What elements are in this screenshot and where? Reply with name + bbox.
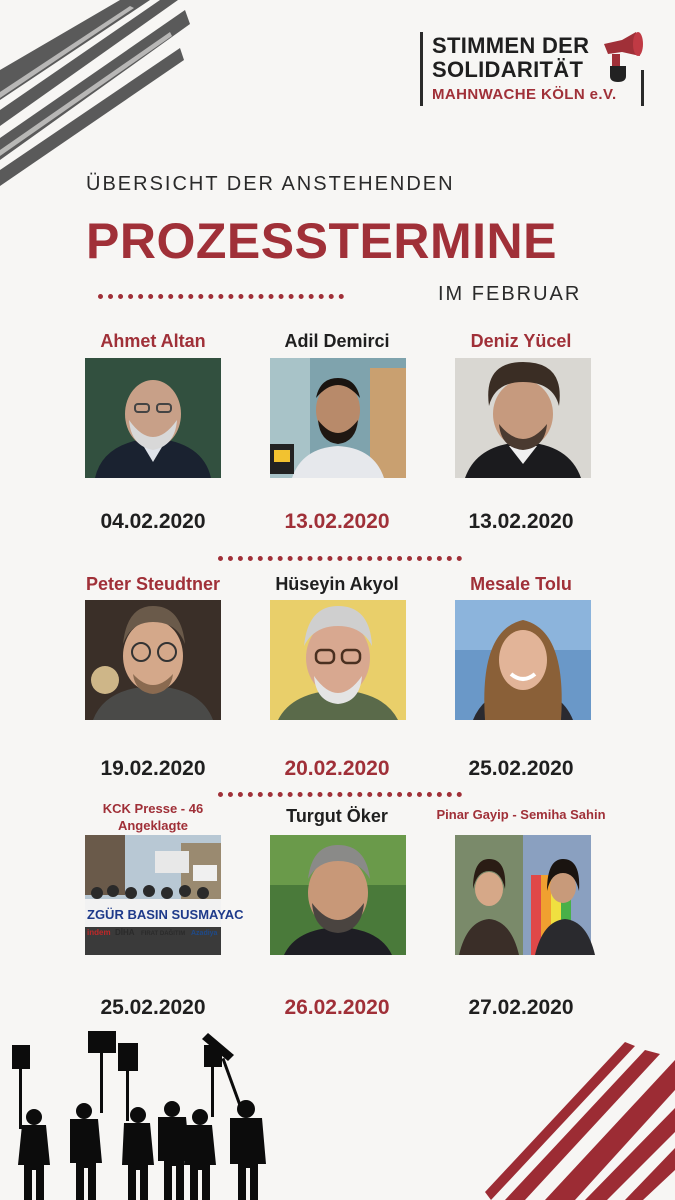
portrait-photo <box>270 358 406 478</box>
trial-name: Pinar Gayip - Semiha Sahin <box>436 807 606 822</box>
page-title: PROZESSTERMINE <box>86 213 557 269</box>
logo-line-2: SOLIDARITÄT <box>432 57 584 82</box>
brush-stroke-decoration <box>485 1020 675 1200</box>
banner-logo: Azadiya <box>191 930 218 937</box>
header-month: IM FEBRUAR <box>438 283 582 305</box>
protest-crowd-silhouette <box>0 1025 290 1200</box>
portrait-photo <box>85 358 221 478</box>
trial-name: Ahmet Altan <box>100 331 206 351</box>
trial-name: Peter Steudtner <box>85 574 221 594</box>
trial-date: 27.02.2020 <box>468 996 574 1019</box>
megaphone-fist-icon <box>600 32 646 84</box>
organization-logo <box>420 30 650 112</box>
trial-name: Turgut Öker <box>286 806 388 826</box>
trial-date: 13.02.2020 <box>284 510 390 533</box>
portrait-photo <box>270 835 406 955</box>
dotted-divider <box>218 556 462 561</box>
logo-line-3: MAHNWACHE KÖLN e.V. <box>432 86 617 103</box>
banner-text: ZGÜR BASIN SUSMAYAC <box>87 907 244 922</box>
trial-name: Adil Demirci <box>284 331 390 351</box>
portrait-photo <box>455 358 591 478</box>
portrait-photo <box>270 600 406 720</box>
banner-logo: FIRAT DAĞITIM <box>141 931 186 937</box>
dotted-divider <box>98 294 344 299</box>
protest-photo <box>85 835 244 955</box>
portrait-photo <box>455 600 591 720</box>
logo-bar <box>641 70 644 106</box>
trial-date: 19.02.2020 <box>100 757 206 780</box>
trial-date: 20.02.2020 <box>284 757 390 780</box>
portrait-photo <box>85 600 221 720</box>
brush-stroke-decoration <box>0 0 200 190</box>
banner-logo: DİHA <box>115 928 135 937</box>
trial-date: 26.02.2020 <box>284 996 390 1019</box>
banner-logo: indem <box>87 928 111 937</box>
trial-name: KCK Presse - 46 Angeklagte <box>102 801 204 833</box>
trial-name: Mesale Tolu <box>470 574 572 594</box>
trial-date: 04.02.2020 <box>100 510 206 533</box>
dotted-divider <box>218 792 462 797</box>
trial-date: 25.02.2020 <box>100 996 206 1019</box>
trial-date: 13.02.2020 <box>468 510 574 533</box>
trial-name: Deniz Yücel <box>470 331 572 351</box>
logo-line-1: STIMMEN DER <box>432 33 590 58</box>
portrait-photo <box>455 835 591 955</box>
logo-bar <box>420 32 423 106</box>
trial-date: 25.02.2020 <box>468 757 574 780</box>
header-subtitle: ÜBERSICHT DER ANSTEHENDEN <box>86 173 455 195</box>
trial-name: Hüseyin Akyol <box>275 574 399 594</box>
